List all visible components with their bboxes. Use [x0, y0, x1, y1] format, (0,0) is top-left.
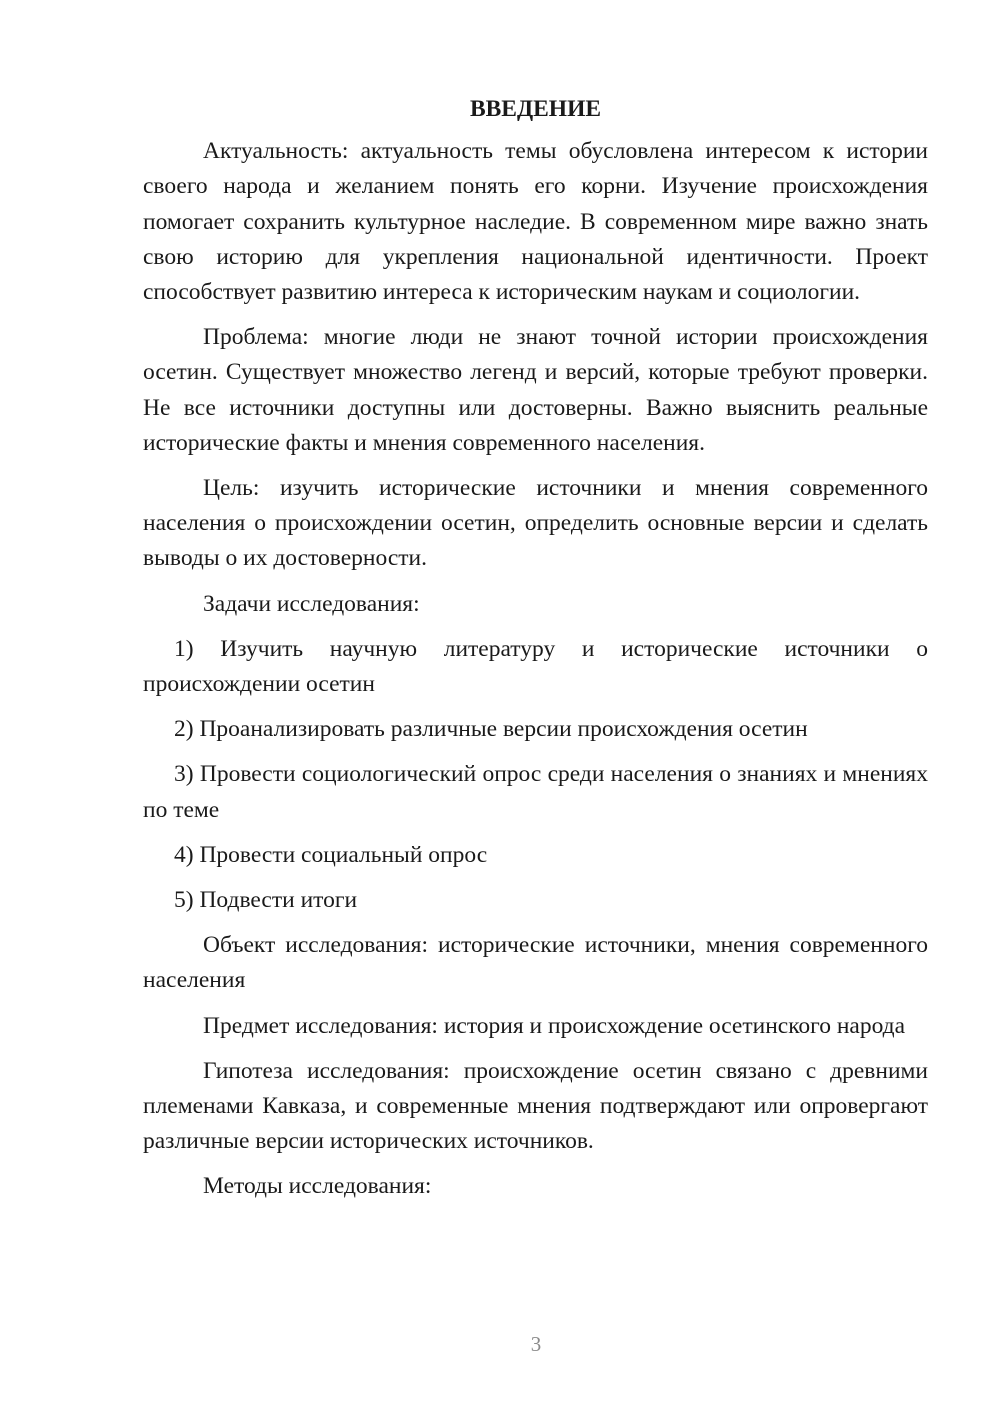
relevance-paragraph: Актуальность: актуальность темы обусловлена интересом к истории своего народа и желанием понять его корни. Изучение происхождения помогает сохранить культурное наследие. В современном мире важно знать свою историю для укрепления национальной идентичности. Проект способствует развитию интереса к историческим наукам и социологии. [143, 138, 928, 306]
problem-paragraph: Проблема: многие люди не знают точной истории происхождения осетин. Существует множество легенд и версий, которые требуют проверки. Не все источники доступны или достоверны. Важно выяснить реальные исторические факты и мнения современного населения. [143, 324, 928, 456]
tasks-heading: Задачи исследования: [203, 590, 420, 617]
task-item-2: 2) Проанализировать различные версии происхождения осетин [174, 716, 808, 743]
task-item-3: 3) Провести социологический опрос среди населения о знаниях и мнениях по теме [143, 761, 928, 823]
section-title: ВВЕДЕНИЕ [469, 96, 602, 122]
task-item-5: 5) Подвести итоги [174, 887, 358, 914]
task-item-1: 1) Изучить научную литературу и исторические источники о происхождении осетин [143, 635, 928, 698]
object-paragraph: Объект исследования: исторические источники, мнения современного населения [143, 932, 928, 994]
page-body [143, 92, 928, 1215]
subject-paragraph: Предмет исследования: история и происхождение осетинского народа [203, 1012, 906, 1039]
methods-heading: Методы исследования: [203, 1173, 432, 1200]
goal-paragraph: Цель: изучить исторические источники и мнения современного населения о происхождении осетин, определить основные версии и сделать выводы о их достоверности. [143, 475, 928, 572]
task-item-4: 4) Провести социальный опрос [174, 841, 488, 868]
hypothesis-paragraph: Гипотеза исследования: происхождение осетин связано с древними племенами Кавказа, и современные мнения подтверждают или опровергают различные версии исторических источников. [143, 1057, 928, 1155]
page-number: 3 [530, 1332, 542, 1356]
